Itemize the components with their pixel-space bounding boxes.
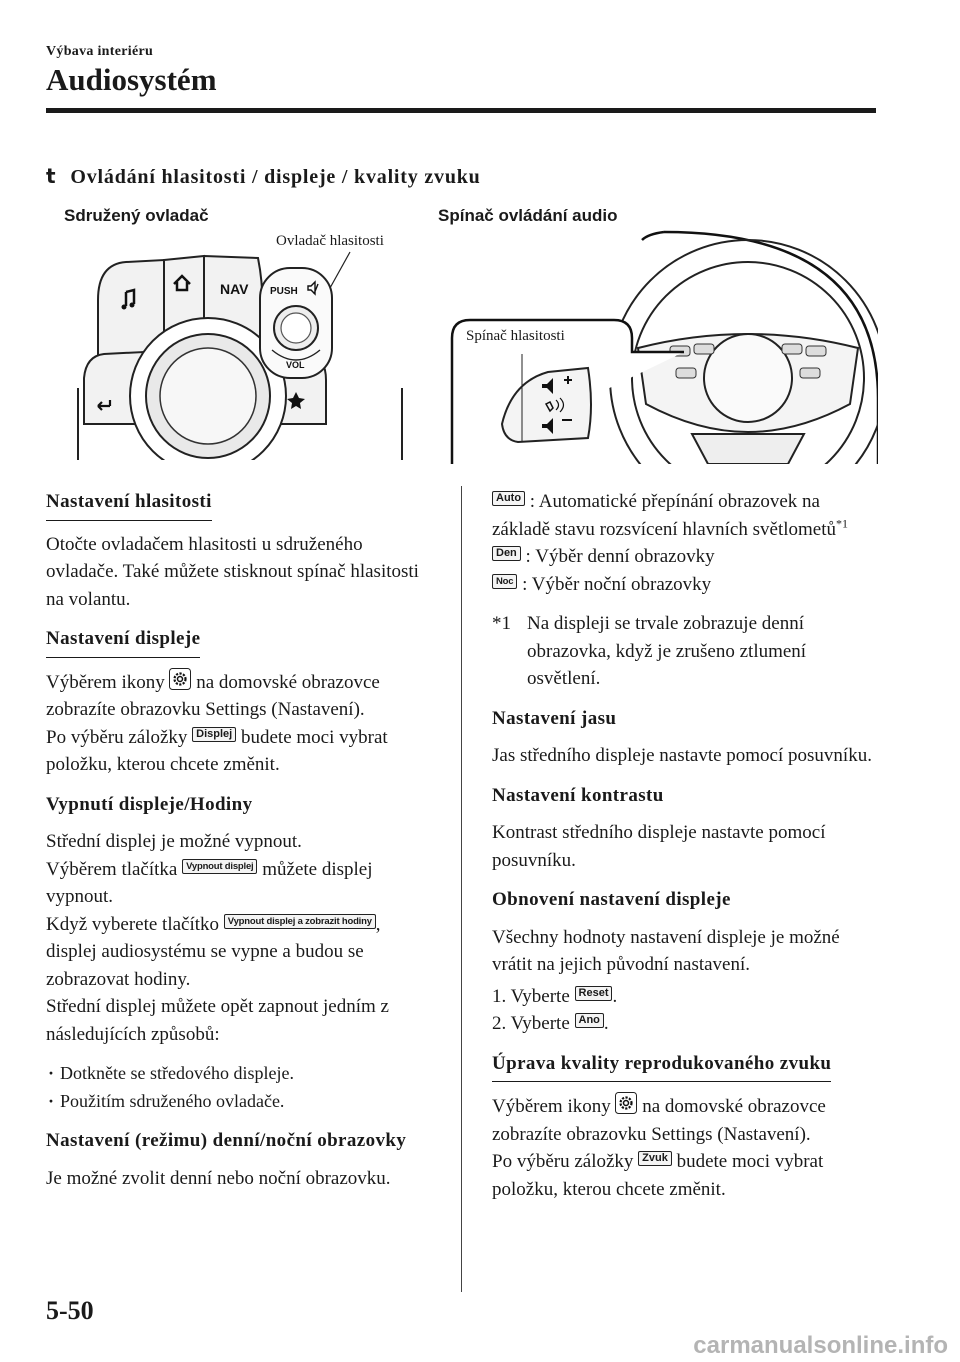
display-off-line-5: Střední displej můžete opět zapnout jedním z následujících způsobů:	[46, 996, 389, 1045]
page-number: 5-50	[46, 1296, 94, 1325]
settings-gear-icon	[169, 668, 191, 690]
step-number: 2.	[492, 1013, 507, 1034]
zvuk-tab-button[interactable]: Zvuk	[638, 1151, 672, 1166]
sound-paragraph	[492, 1092, 882, 1203]
display-paragraph	[46, 668, 436, 779]
display-off-line-4: displej audiosystému se vypne a budou se zobrazovat hodiny.	[46, 941, 364, 990]
settings-gear-icon	[615, 1092, 637, 1114]
list-item	[492, 983, 882, 1011]
display-off-line-2b: můžete displej vypnout.	[46, 858, 373, 907]
reset-button[interactable]: Reset	[575, 986, 613, 1001]
footnote-mark: *1	[492, 613, 511, 634]
step-text: Vyberte	[510, 985, 570, 1007]
display-off-heading: Vypnutí displeje/Hodiny	[46, 793, 253, 815]
screen-modes	[492, 488, 882, 598]
display-off-paragraph	[46, 828, 436, 1048]
day-button[interactable]: Den	[492, 546, 521, 561]
brightness-text: Jas středního displeje nastavte pomocí posuvníku.	[492, 745, 872, 766]
left-column	[46, 488, 436, 1204]
day-night-heading: Nastavení (režimu) denní/noční obrazovky	[46, 1130, 407, 1151]
step-number: 1.	[492, 985, 507, 1007]
footnote	[492, 610, 882, 693]
ano-button[interactable]: Ano	[575, 1013, 604, 1028]
night-text: : Výběr noční obrazovky	[522, 573, 712, 595]
steering-wheel-figure	[438, 228, 878, 464]
display-heading: Nastavení displeje	[46, 625, 200, 658]
display-text-2: na domovské obrazovce zobrazíte obrazovku Settings (Nastavení).	[46, 671, 380, 720]
display-off-line-3b: ,	[375, 913, 381, 935]
reset-steps	[492, 983, 882, 1038]
displej-tab-button[interactable]: Displej	[192, 727, 236, 742]
step-punct: .	[612, 985, 618, 1007]
day-text: : Výběr denní obrazovky	[525, 546, 715, 567]
display-text-3: Po výběru záložky	[46, 726, 188, 748]
vol-key-label: VOL	[286, 360, 305, 370]
push-key-label: PUSH	[270, 286, 298, 297]
sound-text-1: Výběrem ikony	[492, 1096, 611, 1117]
sound-heading: Úprava kvality reprodukovaného zvuku	[492, 1050, 831, 1083]
section-title-text: Ovládání hlasitosti / displeje / kvality zvuku	[70, 166, 481, 188]
list-item: · Použitím sdruženého ovladače.	[46, 1088, 436, 1116]
list-item: · Dotkněte se středového displeje.	[46, 1060, 436, 1088]
sound-text-4: budete moci vybrat položku, kterou chcete změnit.	[492, 1151, 824, 1200]
diagram-right-callout: Spínač hlasitosti	[466, 328, 565, 344]
display-text-4: budete moci vybrat položku, kterou chcete změnit.	[46, 726, 388, 775]
volume-text: Otočte ovladačem hlasitosti u sdruženého ovladače. Také můžete stisknout spínač hlasitosti na volantu.	[46, 533, 419, 610]
step-text: Vyberte	[510, 1013, 570, 1034]
header-rule	[46, 108, 876, 113]
night-button[interactable]: Noc	[492, 574, 517, 589]
display-text-1: Výběrem ikony	[46, 671, 165, 693]
section-marker-icon: t	[46, 164, 57, 188]
display-off-clock-button[interactable]: Vypnout displej a zobrazit hodiny	[224, 914, 376, 929]
sound-text-3: Po výběru záložky	[492, 1151, 634, 1172]
display-off-line-3a: Když vyberete tlačítko	[46, 913, 220, 935]
reset-heading: Obnovení nastavení displeje	[492, 889, 731, 910]
nav-key-label: NAV	[220, 281, 249, 297]
auto-button[interactable]: Auto	[492, 491, 525, 506]
right-column	[492, 488, 882, 1215]
footnote-text: Na displeji se trvale zobrazuje denní obrazovka, když je zrušeno ztlumení osvětlení.	[527, 613, 807, 689]
section-title	[46, 164, 481, 189]
section-label: Výbava interiéru	[46, 44, 154, 59]
volume-heading: Nastavení hlasitosti	[46, 488, 212, 521]
day-night-text: Je možné zvolit denní nebo noční obrazovku.	[46, 1167, 391, 1189]
auto-footnote-ref: *1	[836, 516, 848, 531]
sound-text-2: na domovské obrazovce zobrazíte obrazovku Settings (Nastavení).	[492, 1096, 826, 1145]
diagram-left-callout: Ovladač hlasitosti	[276, 233, 384, 249]
page-title: Audiosystém	[46, 62, 217, 97]
diagram-left-caption: Sdružený ovladač	[64, 206, 209, 225]
auto-text: : Automatické přepínání obrazovek na základě stavu rozsvícení hlavních světlometů	[492, 491, 836, 540]
display-on-methods	[46, 1060, 436, 1115]
watermark: carmanualsonline.info	[693, 1332, 948, 1359]
step-punct: .	[603, 1013, 609, 1034]
list-item	[492, 1010, 882, 1038]
reset-text: Všechny hodnoty nastavení displeje je možné vrátit na jejich původní nastavení.	[492, 926, 840, 975]
contrast-heading: Nastavení kontrastu	[492, 784, 664, 806]
display-off-line-2a: Výběrem tlačítka	[46, 858, 178, 880]
brightness-heading: Nastavení jasu	[492, 707, 617, 729]
commander-control-figure	[64, 228, 420, 460]
diagram-right-caption: Spínač ovládání audio	[438, 206, 618, 225]
display-off-line-1: Střední displej je možné vypnout.	[46, 831, 302, 852]
display-off-button[interactable]: Vypnout displej	[182, 859, 257, 874]
column-divider	[461, 486, 462, 1292]
contrast-text: Kontrast středního displeje nastavte pomocí posuvníku.	[492, 822, 826, 871]
